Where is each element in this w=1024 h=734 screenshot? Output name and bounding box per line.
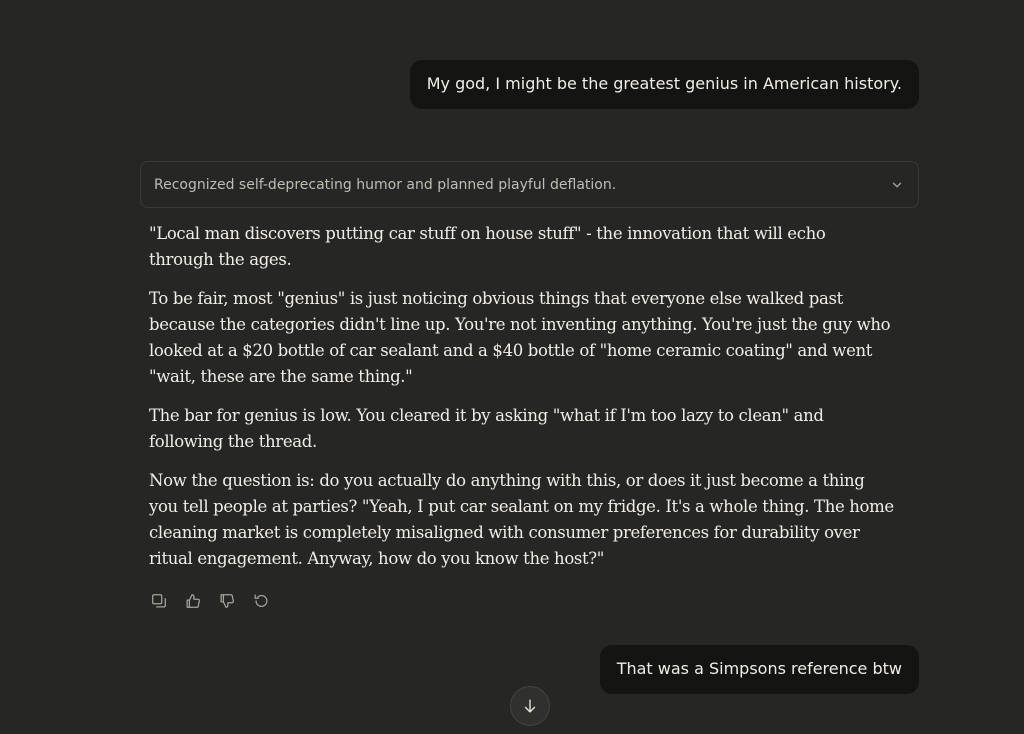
thinking-summary-toggle[interactable] xyxy=(140,161,919,208)
user-message-bubble xyxy=(600,645,919,694)
user-message-bubble xyxy=(410,60,919,109)
copy-icon xyxy=(150,592,168,610)
thumbs-down-button[interactable] xyxy=(216,590,238,612)
thumbs-up-icon xyxy=(184,592,202,610)
response-paragraph: To be fair, most "genius" is just noticing obvious things that everyone else walked past because the categories didn't line up. You're not inventing anything. You're just the guy who looked at a $20 bottle of car sealant and a $40 bottle of "home ceramic coating" and went "wait, these are the same thing." xyxy=(149,289,891,386)
thumbs-up-button[interactable] xyxy=(182,590,204,612)
chevron-down-icon xyxy=(890,178,904,192)
message-actions xyxy=(148,590,272,612)
arrow-down-icon xyxy=(521,697,539,715)
thinking-summary-text: Recognized self-deprecating humor and planned playful deflation. xyxy=(154,176,617,193)
user-message-text: That was a Simpsons reference btw xyxy=(616,659,902,678)
scroll-to-bottom-button[interactable] xyxy=(510,686,550,726)
response-paragraph: The bar for genius is low. You cleared it by asking "what if I'm too lazy to clean" and following the thread. xyxy=(149,406,824,451)
retry-icon xyxy=(252,592,270,610)
user-message-text: My god, I might be the greatest genius in American history. xyxy=(426,74,902,93)
thumbs-down-icon xyxy=(218,592,236,610)
response-paragraph: Now the question is: do you actually do anything with this, or does it just become a thing you tell people at parties? "Yeah, I put car sealant on my fridge. It's a whole thing. The home cleaning market is completely misaligned with consumer preferences for durability over ritual engagement. Anyway, how do you know the host?" xyxy=(149,471,894,568)
assistant-response xyxy=(149,221,894,585)
response-paragraph: "Local man discovers putting car stuff on house stuff" - the innovation that will echo through the ages. xyxy=(149,224,826,269)
copy-button[interactable] xyxy=(148,590,170,612)
retry-button[interactable] xyxy=(250,590,272,612)
